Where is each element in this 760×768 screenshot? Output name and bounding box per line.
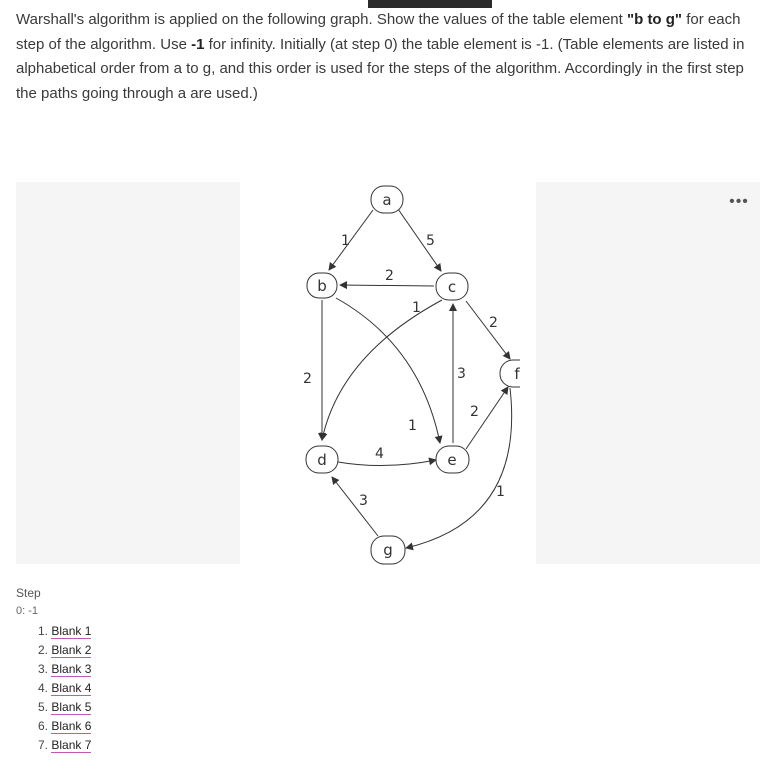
node-f [500, 360, 520, 387]
blank-item [38, 660, 91, 679]
node-c-label: c [447, 278, 457, 296]
weight-f-g: 1 [496, 484, 505, 500]
weight-c-f: 2 [489, 315, 498, 331]
graph-diagram [290, 180, 520, 570]
blank-list [38, 622, 91, 755]
question-part-3: for infinity. Initially (at step 0) the table element is -1. (Table elements are listed in alphabetical order from a to g, and this order is used for the steps of the algorithm. Accordingly in the first step the paths going through a are used.) [16, 35, 745, 102]
image-panel-left [16, 182, 240, 564]
blank-number: 5. [38, 700, 49, 714]
weight-c-b: 2 [385, 268, 394, 284]
blank-4-field[interactable]: Blank 4 [51, 681, 92, 695]
question-text [16, 8, 746, 106]
step-label: Step [16, 586, 41, 600]
blank-item [38, 622, 91, 641]
question-bold-minus-one: -1 [191, 35, 205, 53]
node-g-label: g [383, 541, 393, 559]
node-b [307, 273, 337, 298]
weight-e-f: 2 [470, 404, 479, 420]
blank-item [38, 641, 91, 660]
blank-item [38, 736, 91, 755]
weight-a-b: 1 [341, 233, 350, 249]
blank-item [38, 717, 91, 736]
weight-e-c: 3 [457, 366, 466, 382]
node-d [306, 446, 338, 473]
weight-g-d: 3 [359, 493, 368, 509]
blank-number: 4. [38, 681, 49, 695]
step-initial-value: 0: -1 [16, 605, 39, 617]
question-bold-b-to-g: "b to g" [627, 11, 683, 28]
blank-number: 7. [38, 738, 49, 752]
more-options-button[interactable]: ••• [729, 193, 749, 210]
blank-6-field[interactable]: Blank 6 [51, 719, 92, 733]
weight-d-e: 4 [375, 446, 384, 462]
blank-number: 2. [38, 643, 49, 657]
weight-b-d: 2 [303, 371, 312, 387]
blank-3-field[interactable]: Blank 3 [51, 662, 92, 676]
node-a-label: a [382, 191, 392, 209]
node-b-label: b [317, 277, 327, 295]
node-e [436, 446, 469, 473]
edge-d-e [338, 460, 436, 466]
node-e-label: e [447, 451, 457, 469]
blank-number: 6. [38, 719, 49, 733]
blank-2-field[interactable]: Blank 2 [51, 643, 92, 657]
edge-c-d [322, 300, 442, 440]
edge-c-b [340, 285, 434, 286]
blank-number: 1. [38, 624, 49, 638]
blank-1-field[interactable]: Blank 1 [51, 624, 92, 638]
edge-b-e [336, 298, 440, 443]
top-bar [368, 0, 492, 8]
node-a [371, 186, 403, 213]
node-d-label: d [317, 451, 327, 469]
image-panel-right [536, 182, 760, 564]
edge-g-d [332, 477, 378, 536]
weight-b-e: 1 [408, 418, 417, 434]
node-f-label: f [514, 365, 520, 383]
edge-c-f [466, 301, 510, 359]
blank-number: 3. [38, 662, 49, 676]
node-g [371, 536, 405, 564]
blank-7-field[interactable]: Blank 7 [51, 738, 92, 752]
blank-item [38, 679, 91, 698]
blank-item [38, 698, 91, 717]
question-part-2: for each step of the algorithm. Use [16, 11, 741, 53]
blank-5-field[interactable]: Blank 5 [51, 700, 92, 714]
node-c [436, 273, 468, 300]
weight-c-d: 1 [412, 300, 421, 316]
edge-a-b [329, 210, 373, 270]
question-part-1: Warshall's algorithm is applied on the following graph. Show the values of the table element [16, 11, 627, 28]
weight-a-c: 5 [426, 233, 435, 249]
